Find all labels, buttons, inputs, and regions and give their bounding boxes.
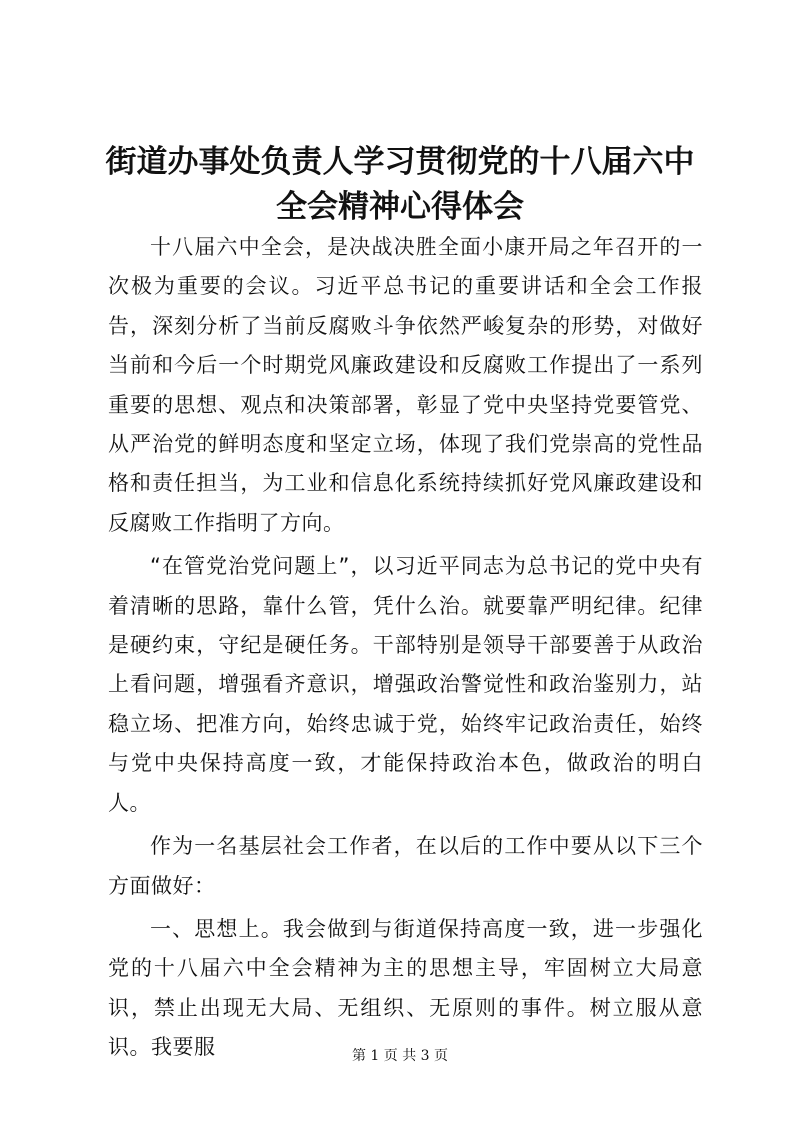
paragraph-3: 作为一名基层社会工作者，在以后的工作中要从以下三个方面做好： (108, 834, 703, 898)
paragraph-2: “在管党治党问题上”，以习近平同志为总书记的党中央有着清晰的思路，靠什么管，凭什么治。就要靠严明纪律。纪律是硬约束，守纪是硬任务。干部特别是领导干部要善于从政治上看问题，增强看齐意识，增强政治警觉性和政治鉴别力，站稳立场、把准方向，始终忠诚于党，始终牢记政治责任，始终与党中央保持高度一致，才能保持政治本色，做政治的明白人。 (108, 554, 703, 815)
paragraph-1: 十八届六中全会，是决战决胜全面小康开局之年召开的一次极为重要的会议。习近平总书记的重要讲话和全会工作报告，深刻分析了当前反腐败斗争依然严峻复杂的形势，对做好当前和今后一个时期党风廉政建设和反腐败工作提出了一系列重要的思想、观点和决策部署，彰显了党中央坚持党要管党、从严治党的鲜明态度和坚定立场，体现了我们党崇高的党性品格和责任担当，为工业和信息化系统持续抓好党风廉政建设和反腐败工作指明了方向。 (108, 235, 703, 535)
paragraph-4: 一、思想上。我会做到与街道保持高度一致，进一步强化党的十八届六中全会精神为主的思想主导，牢固树立大局意识，禁止出现无大局、无组织、无原则的事件。树立服从意识。我要服 (108, 916, 703, 1060)
page-number-footer: 第 1 页 共 3 页 (351, 1048, 449, 1064)
document-body (108, 228, 703, 1072)
document-title: 街道办事处负责人学习贯彻党的十八届六中全会精神心得体会 (105, 144, 695, 225)
